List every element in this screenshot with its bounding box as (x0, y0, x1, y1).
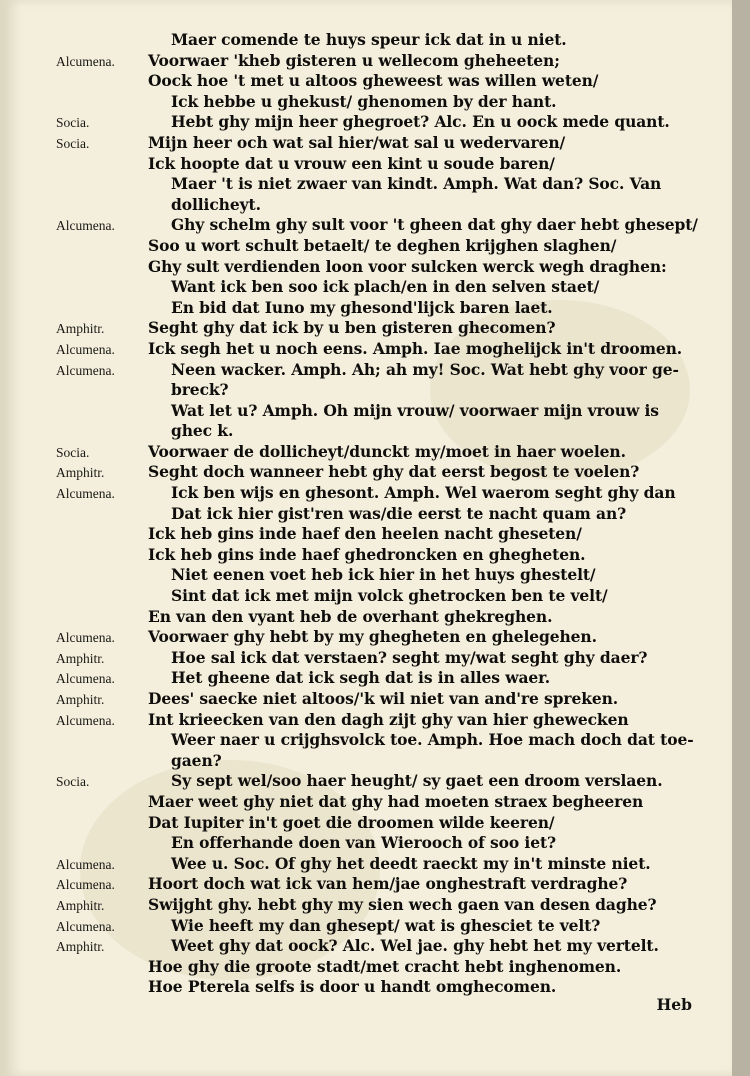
dialogue-text (0, 30, 732, 998)
speaker-label: Alcumena. (56, 877, 115, 893)
verse-line: Hoort doch wat ick van hem/jae onghestraft verdraghe? (148, 874, 628, 894)
verse-line: Niet eenen voet heb ick hier in het huys ghestelt/ (171, 565, 596, 585)
verse-row (0, 112, 732, 133)
verse-line: Het gheene dat ick segh dat is in alles waer. (171, 668, 551, 688)
verse-line: Int krieecken van den dagh zijt ghy van hier ghewecken (148, 709, 629, 729)
verse-row (0, 236, 732, 257)
speaker-label: Amphitr. (56, 650, 105, 666)
verse-row (0, 133, 732, 154)
verse-row (0, 380, 732, 401)
verse-row (0, 689, 732, 710)
verse-row (0, 607, 732, 628)
speaker-label: Alcumena. (56, 918, 115, 934)
verse-line: Ick segh het u noch eens. Amph. Iae moghelijck in't droomen. (148, 338, 683, 358)
verse-line: Maer 't is niet zwaer van kindt. Amph. Wat dan? Soc. Van (171, 174, 662, 194)
speaker-label: Socia. (56, 774, 90, 790)
verse-line: Seght doch wanneer hebt ghy dat eerst begost te voelen? (148, 462, 640, 482)
verse-line: En van den vyant heb de overhant ghekreghen. (148, 606, 553, 626)
verse-row (0, 874, 732, 895)
verse-line: Maer comende te huys speur ick dat in u niet. (171, 30, 567, 49)
verse-line: Sy sept wel/soo haer heught/ sy gaet een droom verslaen. (171, 771, 663, 791)
verse-row (0, 545, 732, 566)
verse-row (0, 195, 732, 216)
verse-line: Dat ick hier gist'ren was/die eerst te nacht quam an? (171, 503, 627, 523)
verse-row (0, 51, 732, 72)
speaker-label: Amphitr. (56, 465, 105, 481)
speaker-label: Amphitr. (56, 897, 105, 913)
verse-row (0, 30, 732, 51)
verse-row (0, 298, 732, 319)
verse-line: Weer naer u crijghsvolck toe. Amph. Hoe mach doch dat toe- (171, 730, 694, 750)
speaker-label: Alcumena. (56, 671, 115, 687)
catchword: Heb (656, 995, 692, 1014)
verse-line: Ghy sult verdienden loon voor sulcken werck wegh draghen: (148, 256, 667, 276)
verse-row (0, 916, 732, 937)
speaker-label: Alcumena. (56, 362, 115, 378)
verse-line: Voorwaer de dollicheyt/dunckt my/moet in haer woelen. (148, 441, 626, 461)
verse-line: Dat Iupiter in't goet die droomen wilde keeren/ (148, 812, 555, 832)
speaker-label: Socia. (56, 115, 90, 131)
verse-row (0, 504, 732, 525)
verse-line: Voorwaer ghy hebt by my ghegheten en ghelegehen. (148, 627, 597, 647)
speaker-label: Alcumena. (56, 856, 115, 872)
verse-row (0, 957, 732, 978)
verse-line: Weet ghy dat oock? Alc. Wel jae. ghy hebt het my vertelt. (171, 936, 659, 956)
verse-row (0, 648, 732, 669)
verse-row (0, 668, 732, 689)
speaker-label: Alcumena. (56, 712, 115, 728)
verse-row (0, 524, 732, 545)
verse-line: Ick ben wijs en ghesont. Amph. Wel waerom seght ghy dan (171, 483, 676, 503)
speaker-label: Socia. (56, 135, 90, 151)
verse-row (0, 936, 732, 957)
speaker-label: Socia. (56, 444, 90, 460)
verse-line: Wee u. Soc. Of ghy het deedt raeckt my in't minste niet. (171, 853, 651, 873)
verse-row (0, 92, 732, 113)
verse-line: Want ick ben soo ick plach/en in den selven staet/ (171, 277, 600, 297)
speaker-label: Amphitr. (56, 692, 105, 707)
verse-row (0, 710, 732, 731)
verse-row (0, 71, 732, 92)
verse-line: Ick heb gins inde haef ghedroncken en ghegheten. (148, 544, 586, 564)
verse-line: Oock hoe 't met u altoos gheweest was willen weten/ (148, 71, 599, 91)
verse-line: Soo u wort schult betaelt/ te deghen krijghen slaghen/ (148, 235, 617, 255)
verse-row (0, 751, 732, 772)
verse-line: gaen? (171, 750, 222, 770)
verse-line: En offerhande doen van Wierooch of soo iet? (171, 833, 557, 853)
verse-line: Hoe Pterela selfs is door u handt omghecomen. (148, 977, 557, 997)
speaker-label: Alcumena. (56, 486, 115, 502)
verse-line: Neen wacker. Amph. Ah; ah my! Soc. Wat hebt ghy voor ge- (171, 359, 679, 379)
speaker-label: Amphitr. (56, 321, 105, 337)
verse-line: breck? (171, 380, 229, 400)
verse-row (0, 462, 732, 483)
verse-line: Maer weet ghy niet dat ghy had moeten straex begheeren (148, 791, 644, 811)
verse-row (0, 586, 732, 607)
verse-line: Dees' saecke niet altoos/'k wil niet van and're spreken. (148, 689, 619, 708)
verse-row (0, 339, 732, 360)
verse-row (0, 565, 732, 586)
verse-row (0, 318, 732, 339)
verse-row (0, 833, 732, 854)
verse-row (0, 854, 732, 875)
verse-row (0, 483, 732, 504)
speaker-label: Alcumena. (56, 630, 115, 646)
verse-line: Ghy schelm ghy sult voor 't gheen dat ghy daer hebt ghesept/ (171, 215, 698, 235)
verse-line: Ick hoopte dat u vrouw een kint u soude baren/ (148, 153, 555, 173)
verse-row (0, 174, 732, 195)
verse-line: Mijn heer och wat sal hier/wat sal u wedervaren/ (148, 132, 566, 152)
verse-row (0, 154, 732, 175)
speaker-label: Amphitr. (56, 939, 105, 955)
verse-line: dollicheyt. (171, 194, 261, 214)
verse-row (0, 771, 732, 792)
verse-row (0, 401, 732, 422)
verse-row (0, 442, 732, 463)
speaker-label: Alcumena. (56, 218, 115, 234)
verse-line: Ick heb gins inde haef den heelen nacht gheseten/ (148, 524, 582, 544)
verse-row (0, 277, 732, 298)
verse-row (0, 895, 732, 916)
verse-line: Hebt ghy mijn heer ghegroet? Alc. En u oock mede quant. (171, 112, 670, 132)
verse-row (0, 360, 732, 381)
verse-line: Wie heeft my dan ghesept/ wat is ghesciet te velt? (171, 915, 601, 935)
speaker-label: Alcumena. (56, 341, 115, 357)
verse-line: Sint dat ick met mijn volck ghetrocken ben te velt/ (171, 586, 608, 606)
verse-line: Hoe ghy die groote stadt/met cracht hebt inghenomen. (148, 956, 622, 976)
verse-line: Wat let u? Amph. Oh mijn vrouw/ voorwaer mijn vrouw is (171, 400, 659, 420)
verse-line: Hoe sal ick dat verstaen? seght my/wat seght ghy daer? (171, 647, 648, 667)
verse-row (0, 730, 732, 751)
verse-line: Seght ghy dat ick by u ben gisteren ghecomen? (148, 318, 556, 338)
speaker-label: Alcumena. (56, 53, 115, 69)
verse-row (0, 627, 732, 648)
verse-row (0, 813, 732, 834)
verse-line: Swijght ghy. hebt ghy my sien wech gaen van desen daghe? (148, 894, 657, 914)
verse-line: Ick hebbe u ghekust/ ghenomen by der hant. (171, 91, 557, 111)
verse-line: Voorwaer 'kheb gisteren u wellecom gheheeten; (148, 50, 560, 70)
verse-row (0, 257, 732, 278)
verse-line: ghec k. (171, 421, 234, 441)
verse-row (0, 792, 732, 813)
verse-row (0, 977, 732, 998)
verse-row (0, 215, 732, 236)
verse-row (0, 421, 732, 442)
verse-line: En bid dat Iuno my ghesond'lijck baren laet. (171, 297, 553, 317)
